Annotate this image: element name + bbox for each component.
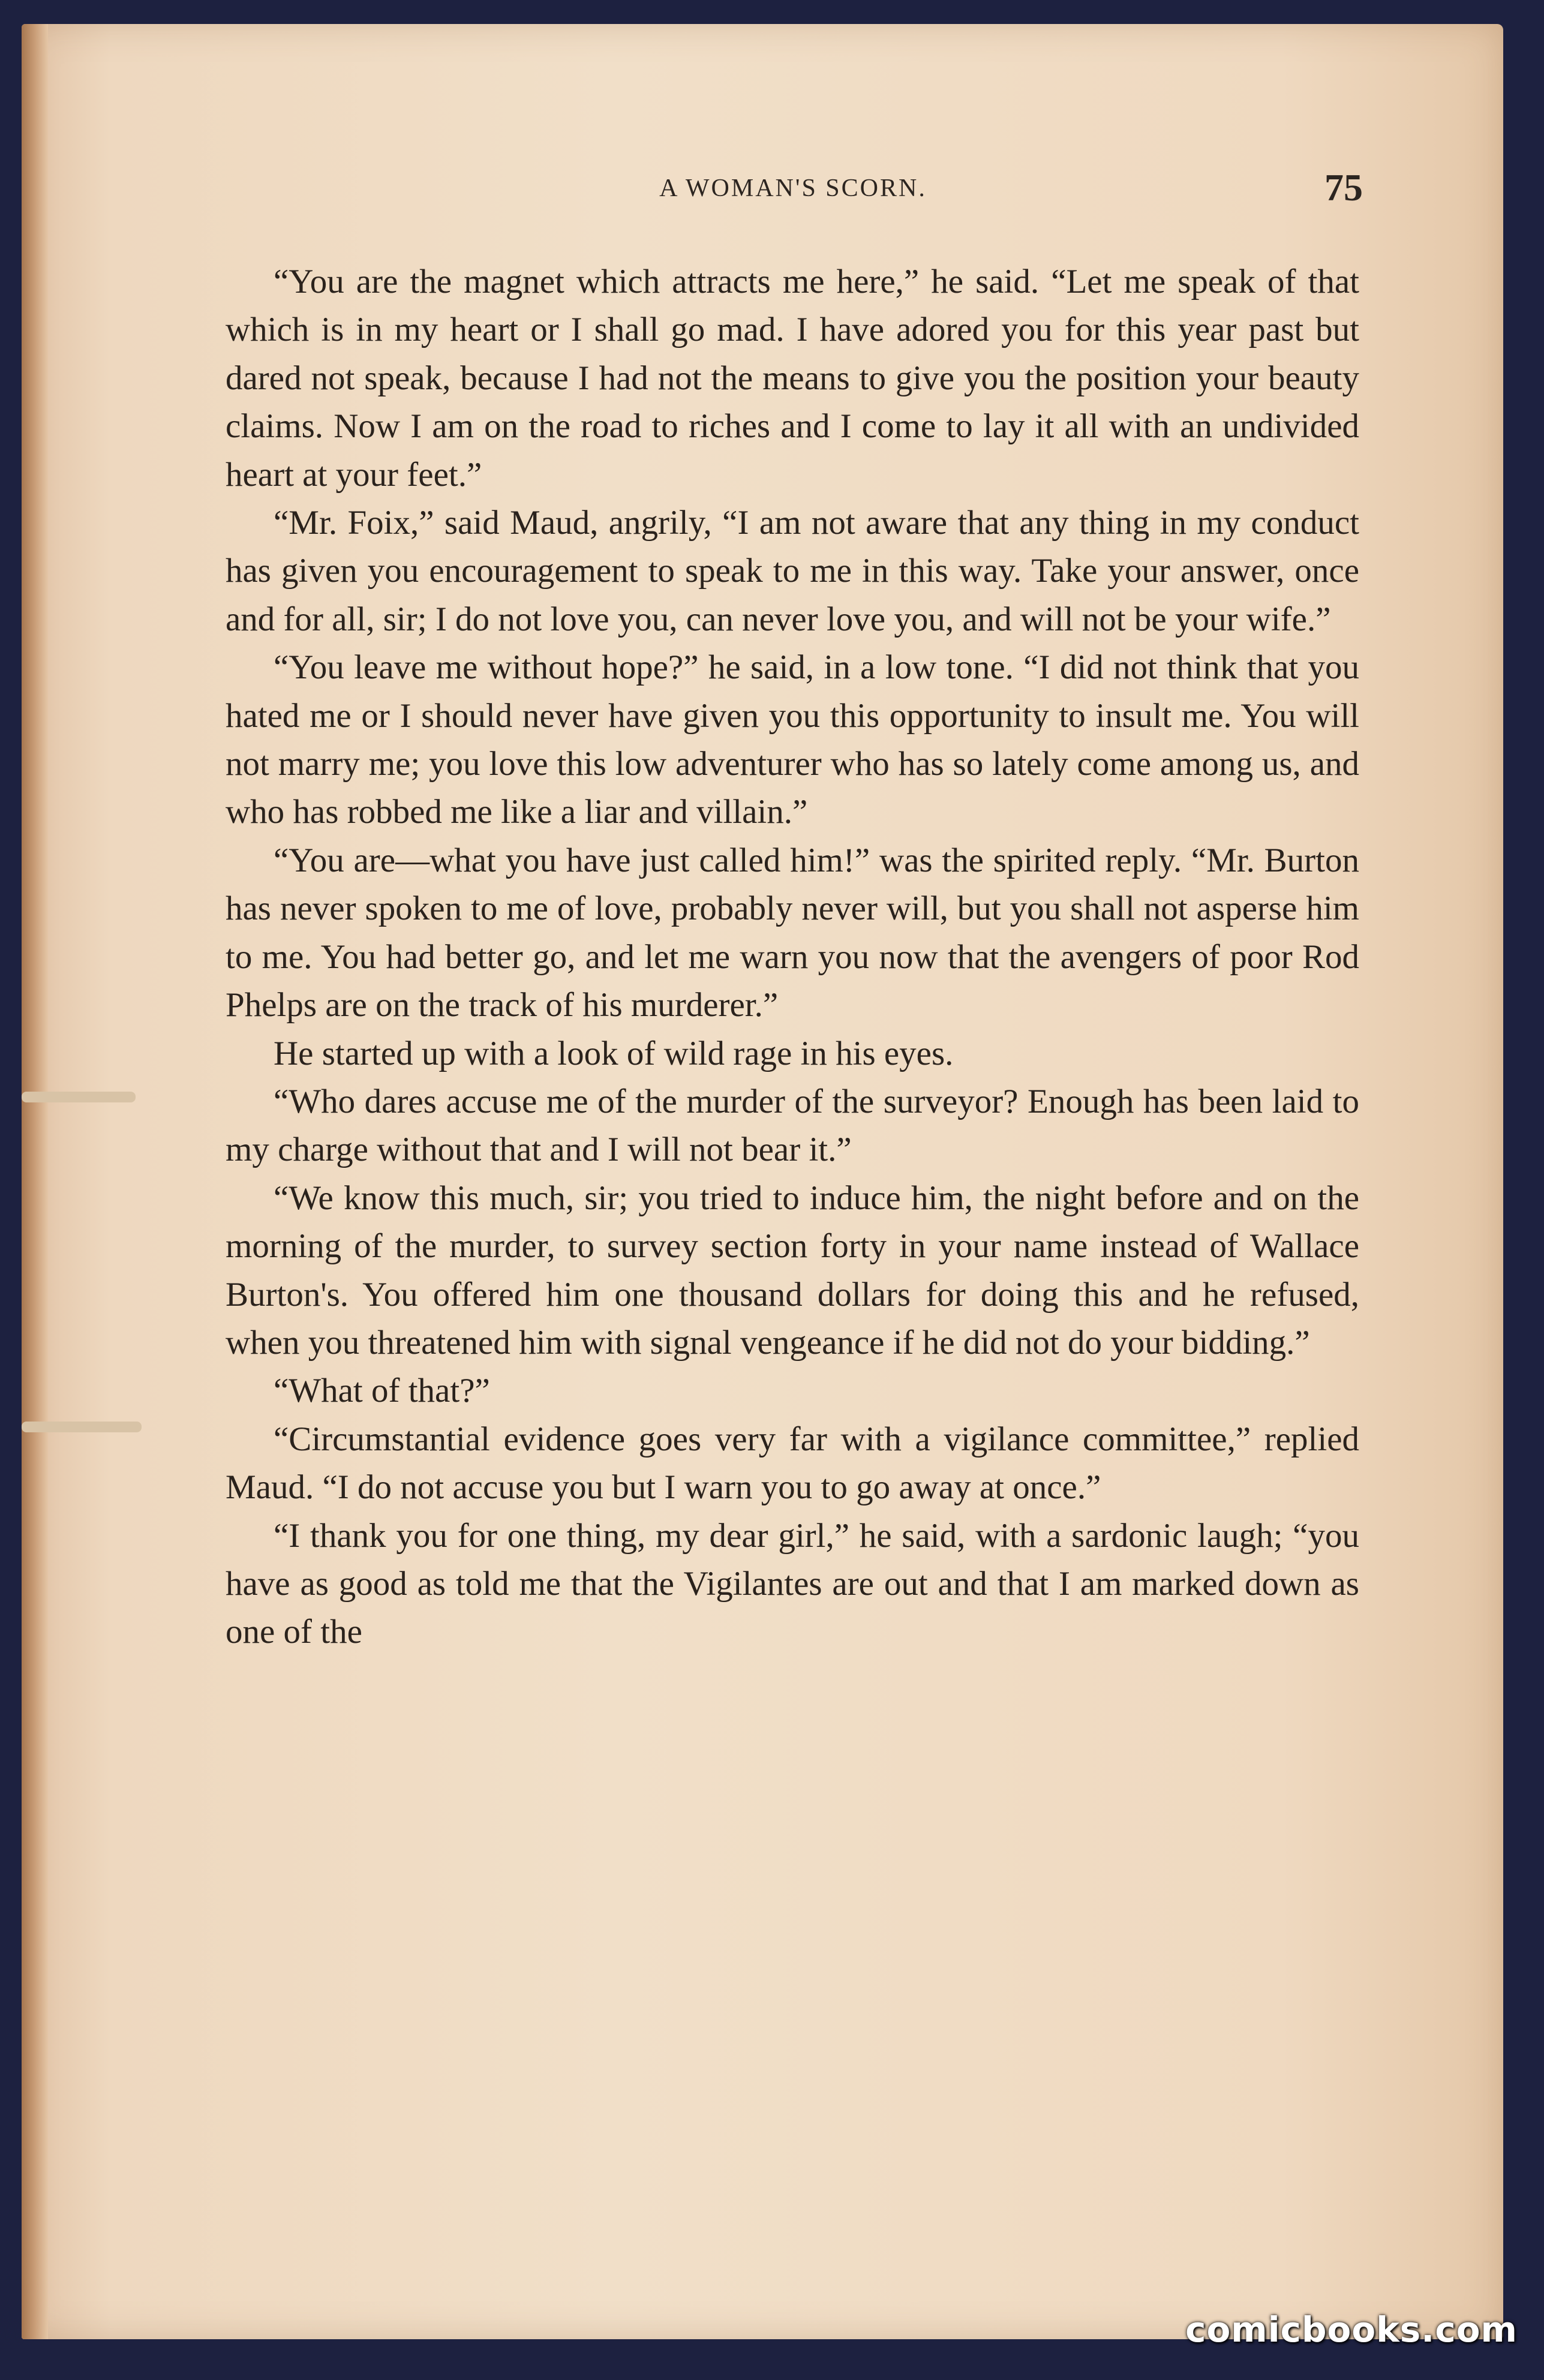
binding-thread <box>22 1092 136 1102</box>
paragraph: He started up with a look of wild rage in his eyes. <box>274 1034 954 1072</box>
paragraph: “Who dares accuse me of the murder of the surveyor? Enough has been laid to my charge without that and I will not bear it.” <box>226 1082 1359 1169</box>
paragraph: “You are—what you have just called him!” was the spirited reply. “Mr. Burton has never spoken to me of love, probably never will, but you shall not asperse him to me. You had better go, and let me warn you now that the avengers of poor Rod Phelps are on the track of his murderer.” <box>226 841 1359 1024</box>
watermark: comicbooks.com <box>1185 2309 1518 2350</box>
page-spine-edge <box>22 24 48 2339</box>
running-head: A WOMAN'S SCORN. <box>659 175 927 202</box>
paragraph: “I thank you for one thing, my dear girl,” he said, with a sardonic laugh; “you have as good as told me that the Vigilantes are out and that I am marked down as one of the <box>226 1516 1359 1651</box>
paragraph: “You are the magnet which attracts me here,” he said. “Let me speak of that which is in my heart or I shall go mad. I have adored you for this year past but dared not speak, because I had not the means to give you the position your beauty claims. Now I am on the road to riches and I come to lay it all with an undivided heart at your feet.” <box>226 263 1359 494</box>
paragraph: “Mr. Foix,” said Maud, angrily, “I am not aware that any thing in my conduct has given you encouragement to speak to me in this way. Take your answer, once and for all, sir; I do not love you, can never love you, and will not be your wife.” <box>226 504 1359 638</box>
page-number: 75 <box>1324 166 1363 209</box>
paragraph: “Circumstantial evidence goes very far with a vigilance committee,” replied Maud. “I do not accuse you but I warn you to go away at once.” <box>226 1420 1359 1507</box>
page-header <box>223 162 1363 216</box>
binding-thread <box>22 1422 142 1432</box>
body-text <box>226 258 1359 1657</box>
paragraph: “We know this much, sir; you tried to induce him, the night before and on the morning of the murder, to survey section forty in your name instead of Wallace Burton's. You offered him one thousand dollars for doing this and he refused, when you threatened him with signal vengeance if he did not do your bidding.” <box>226 1179 1359 1362</box>
paragraph: “What of that?” <box>274 1372 490 1410</box>
paragraph: “You leave me without hope?” he said, in a low tone. “I did not think that you hated me or I should never have given you this opportunity to insult me. You will not marry me; you love this low adventurer who has so lately come among us, and who has robbed me like a liar and villain.” <box>226 648 1359 831</box>
